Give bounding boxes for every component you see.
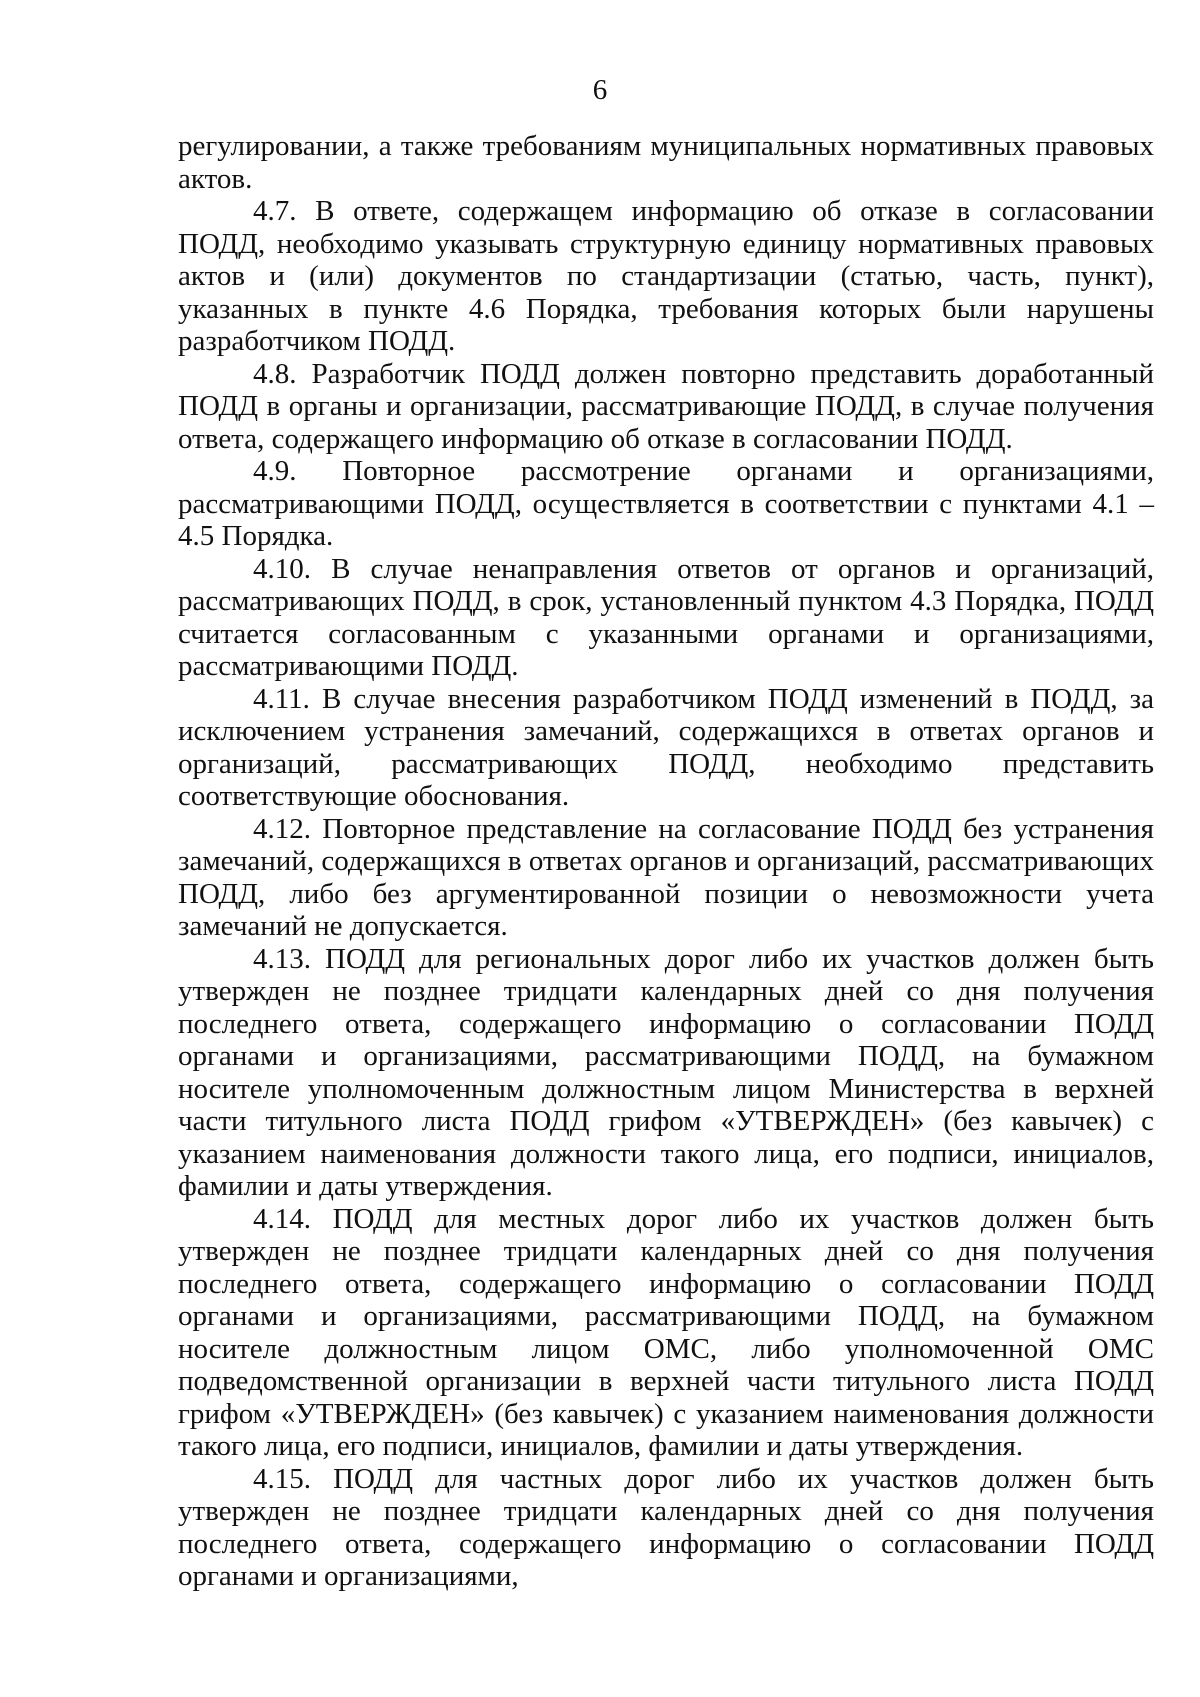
document-body xyxy=(178,130,1154,1593)
paragraph-continuation: регулировании, а также требованиям муниципальных нормативных правовых актов. xyxy=(178,130,1154,195)
paragraph-4-14: 4.14. ПОДД для местных дорог либо их участков должен быть утвержден не позднее тридцати календарных дней со дня получения последнего ответа, содержащего информацию о согласовании ПОДД органами и организациями, рассматривающими ПОДД, на бумажном носителе должностным лицом ОМС, либо уполномоченной ОМС подведомственной организации в верхней части титульного листа ПОДД грифом «УТВЕРЖДЕН» (без кавычек) с указанием наименования должности такого лица, его подписи, инициалов, фамилии и даты утверждения. xyxy=(178,1202,1154,1462)
page-number: 6 xyxy=(592,74,608,106)
paragraph-4-13: 4.13. ПОДД для региональных дорог либо их участков должен быть утвержден не позднее тридцати календарных дней со дня получения последнего ответа, содержащего информацию о согласовании ПОДД органами и организациями, рассматривающими ПОДД, на бумажном носителе уполномоченным должностным лицом Министерства в верхней части титульного листа ПОДД грифом «УТВЕРЖДЕН» (без кавычек) с указанием наименования должности такого лица, его подписи, инициалов, фамилии и даты утверждения. xyxy=(178,942,1154,1202)
paragraph-4-7: 4.7. В ответе, содержащем информацию об отказе в согласовании ПОДД, необходимо указывать структурную единицу нормативных правовых актов и (или) документов по стандартизации (статью, часть, пункт), указанных в пункте 4.6 Порядка, требования которых были нарушены разработчиком ПОДД. xyxy=(178,195,1154,357)
paragraph-4-11: 4.11. В случае внесения разработчиком ПОДД изменений в ПОДД, за исключением устранения замечаний, содержащихся в ответах органов и организаций, рассматривающих ПОДД, необходимо представить соответствующие обоснования. xyxy=(178,682,1154,812)
paragraph-4-8: 4.8. Разработчик ПОДД должен повторно представить доработанный ПОДД в органы и организации, рассматривающие ПОДД, в случае получения ответа, содержащего информацию об отказе в согласовании ПОДД. xyxy=(178,357,1154,455)
paragraph-4-12: 4.12. Повторное представление на согласование ПОДД без устранения замечаний, содержащихся в ответах органов и организаций, рассматривающих ПОДД, либо без аргументированной позиции о невозможности учета замечаний не допускается. xyxy=(178,812,1154,942)
paragraph-4-10: 4.10. В случае ненаправления ответов от органов и организаций, рассматривающих ПОДД, в срок, установленный пунктом 4.3 Порядка, ПОДД считается согласованным с указанными органами и организациями, рассматривающими ПОДД. xyxy=(178,552,1154,682)
paragraph-4-9: 4.9. Повторное рассмотрение органами и организациями, рассматривающими ПОДД, осуществляется в соответствии с пунктами 4.1 – 4.5 Порядка. xyxy=(178,455,1154,552)
paragraph-4-15: 4.15. ПОДД для частных дорог либо их участков должен быть утвержден не позднее тридцати календарных дней со дня получения последнего ответа, содержащего информацию о согласовании ПОДД органами и организациями, xyxy=(178,1462,1154,1592)
